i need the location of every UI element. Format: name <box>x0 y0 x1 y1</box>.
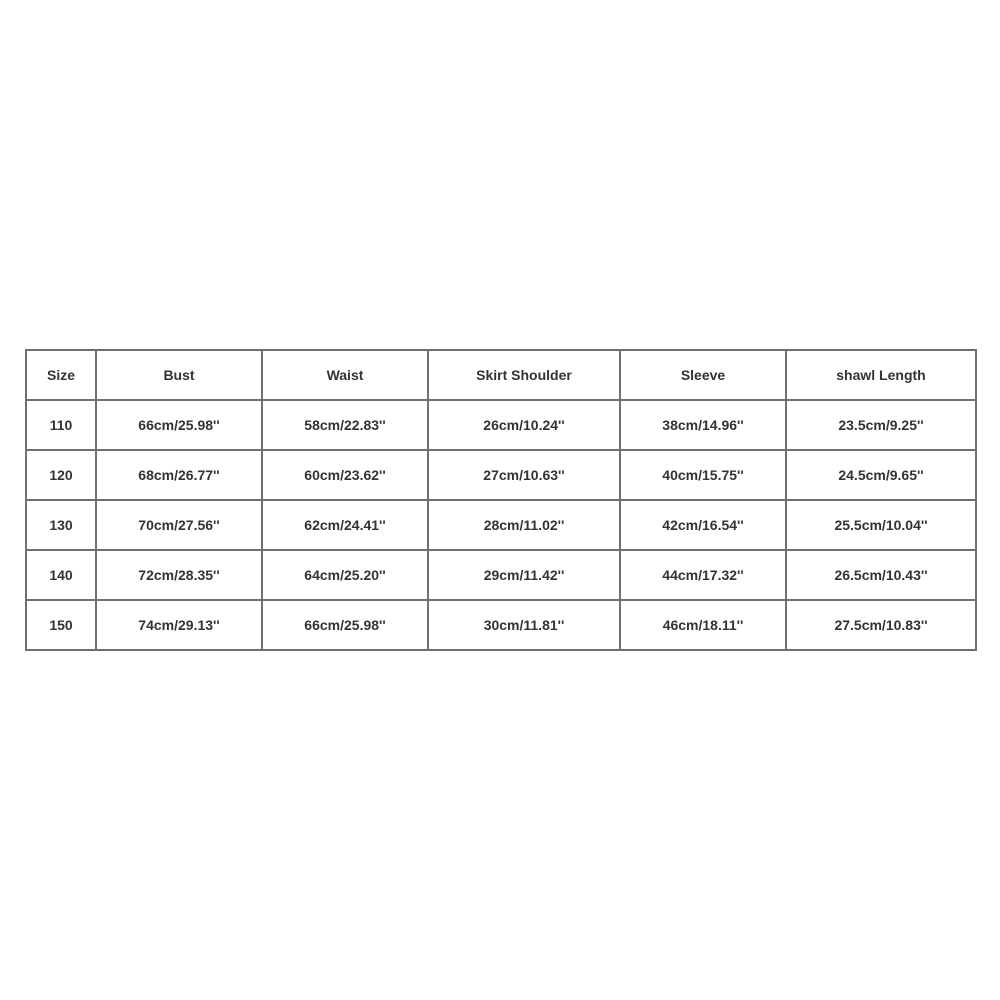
cell-bust: 72cm/28.35'' <box>96 550 262 600</box>
table-row <box>26 400 976 450</box>
cell-size: 150 <box>26 600 96 650</box>
cell-size: 140 <box>26 550 96 600</box>
cell-waist: 58cm/22.83'' <box>262 400 428 450</box>
header-shawl-length: shawl Length <box>786 350 976 400</box>
table-row <box>26 500 976 550</box>
header-size: Size <box>26 350 96 400</box>
cell-skirt-shoulder: 29cm/11.42'' <box>428 550 620 600</box>
table-row <box>26 600 976 650</box>
table-row <box>26 550 976 600</box>
cell-skirt-shoulder: 28cm/11.02'' <box>428 500 620 550</box>
header-skirt-shoulder: Skirt Shoulder <box>428 350 620 400</box>
cell-skirt-shoulder: 27cm/10.63'' <box>428 450 620 500</box>
cell-bust: 70cm/27.56'' <box>96 500 262 550</box>
cell-bust: 74cm/29.13'' <box>96 600 262 650</box>
cell-shawl-length: 26.5cm/10.43'' <box>786 550 976 600</box>
cell-skirt-shoulder: 30cm/11.81'' <box>428 600 620 650</box>
cell-bust: 66cm/25.98'' <box>96 400 262 450</box>
table-header-row <box>26 350 976 400</box>
cell-waist: 66cm/25.98'' <box>262 600 428 650</box>
table-row <box>26 450 976 500</box>
cell-shawl-length: 24.5cm/9.65'' <box>786 450 976 500</box>
cell-sleeve: 42cm/16.54'' <box>620 500 786 550</box>
cell-shawl-length: 23.5cm/9.25'' <box>786 400 976 450</box>
cell-skirt-shoulder: 26cm/10.24'' <box>428 400 620 450</box>
header-sleeve: Sleeve <box>620 350 786 400</box>
cell-sleeve: 46cm/18.11'' <box>620 600 786 650</box>
cell-sleeve: 44cm/17.32'' <box>620 550 786 600</box>
cell-waist: 62cm/24.41'' <box>262 500 428 550</box>
cell-sleeve: 40cm/15.75'' <box>620 450 786 500</box>
size-chart-table <box>25 349 977 651</box>
cell-size: 130 <box>26 500 96 550</box>
header-waist: Waist <box>262 350 428 400</box>
cell-shawl-length: 27.5cm/10.83'' <box>786 600 976 650</box>
cell-sleeve: 38cm/14.96'' <box>620 400 786 450</box>
header-bust: Bust <box>96 350 262 400</box>
cell-bust: 68cm/26.77'' <box>96 450 262 500</box>
cell-size: 110 <box>26 400 96 450</box>
cell-waist: 64cm/25.20'' <box>262 550 428 600</box>
cell-size: 120 <box>26 450 96 500</box>
cell-waist: 60cm/23.62'' <box>262 450 428 500</box>
cell-shawl-length: 25.5cm/10.04'' <box>786 500 976 550</box>
